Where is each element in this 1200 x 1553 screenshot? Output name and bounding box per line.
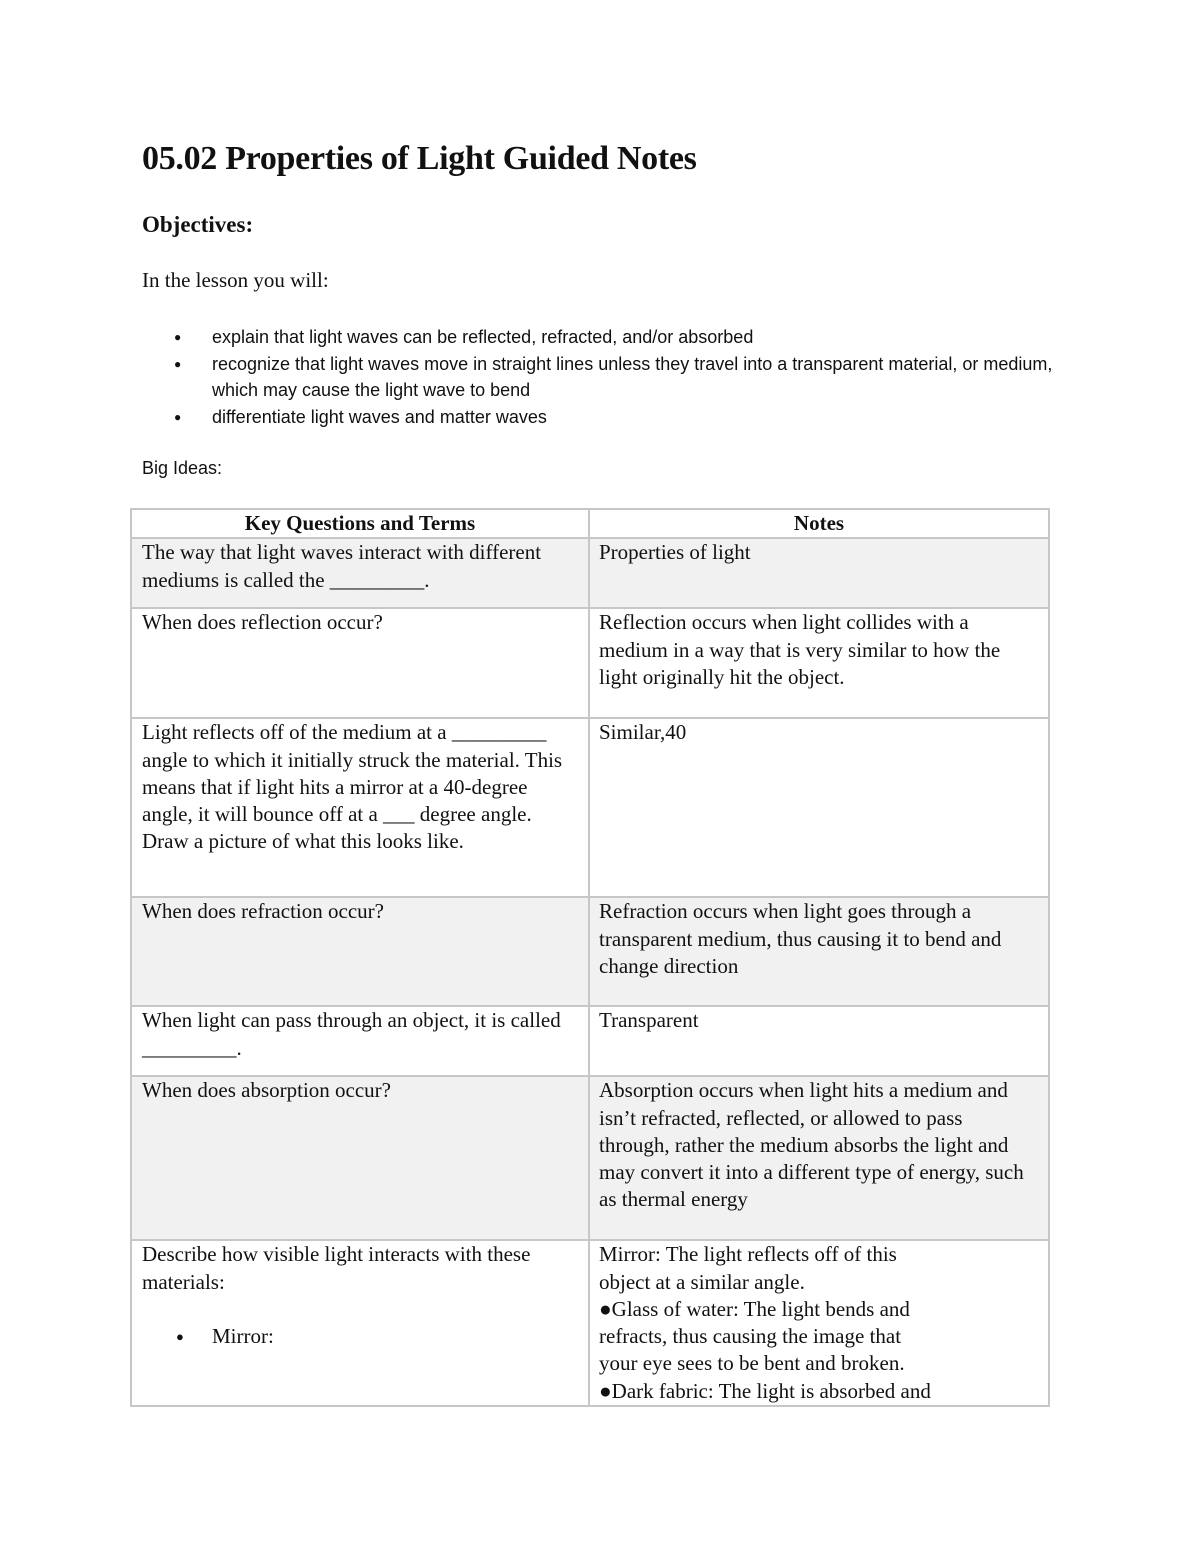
term-cell: When does reflection occur? — [131, 608, 589, 718]
table-row — [131, 1076, 1049, 1240]
note-cell[interactable]: Absorption occurs when light hits a medium and isn’t refracted, reflected, or allowed to pass through, rather the medium absorbs the light and may convert it into a different type of energy, such as thermal energy — [589, 1076, 1049, 1240]
big-ideas-label: Big Ideas: — [142, 458, 223, 478]
column-header-key-questions: Key Questions and Terms — [131, 509, 589, 538]
term-text: Describe how visible light interacts with these materials: — [142, 1242, 531, 1294]
objective-item: ● explain that light waves can be reflected, refracted, and/or absorbed — [142, 324, 1072, 351]
column-header-notes: Notes — [589, 509, 1049, 538]
material-item: ● Mirror: — [142, 1323, 578, 1350]
note-cell[interactable]: Mirror: The light reflects off of this object at a similar angle. ●Glass of water: The light bends and refracts, thus causing the image that your eye sees to be bent and broken. ●Dark fabric: The light is absorbed and — [589, 1240, 1049, 1406]
term-cell: When does absorption occur? — [131, 1076, 589, 1240]
page-title: 05.02 Properties of Light Guided Notes — [142, 140, 697, 177]
note-cell[interactable]: Properties of light — [589, 538, 1049, 608]
objective-item: ● differentiate light waves and matter waves — [142, 404, 1072, 431]
table-row — [131, 897, 1049, 1006]
term-cell — [131, 1240, 589, 1406]
table-row — [131, 538, 1049, 608]
term-cell: When light can pass through an object, it is called _________. — [131, 1006, 589, 1076]
note-cell[interactable]: Reflection occurs when light collides with a medium in a way that is very similar to how the light originally hit the object. — [589, 608, 1049, 718]
notes-table — [130, 508, 1050, 1407]
term-cell: When does refraction occur? — [131, 897, 589, 1006]
objective-item: ● recognize that light waves move in straight lines unless they travel into a transparent material, or medium, which may cause the light wave to bend — [142, 351, 1072, 404]
objectives-heading: Objectives: — [142, 212, 254, 237]
note-cell[interactable]: Refraction occurs when light goes through a transparent medium, thus causing it to bend and change direction — [589, 897, 1049, 1006]
table-row — [131, 1006, 1049, 1076]
intro-text: In the lesson you will: — [142, 268, 329, 292]
table-row — [131, 1240, 1049, 1406]
table-header-row — [131, 509, 1049, 538]
term-cell: Light reflects off of the medium at a _________ angle to which it initially struck the material. This means that if light hits a mirror at a 40-degree angle, it will bounce off at a ___ degree angle. Draw a picture of what this looks like. — [131, 718, 589, 897]
note-cell[interactable]: Similar,40 — [589, 718, 1049, 897]
term-cell: The way that light waves interact with different mediums is called the _________. — [131, 538, 589, 608]
material-list — [142, 1323, 578, 1350]
table-row — [131, 608, 1049, 718]
note-cell[interactable]: Transparent — [589, 1006, 1049, 1076]
objectives-list — [142, 324, 1072, 430]
table-row — [131, 718, 1049, 897]
